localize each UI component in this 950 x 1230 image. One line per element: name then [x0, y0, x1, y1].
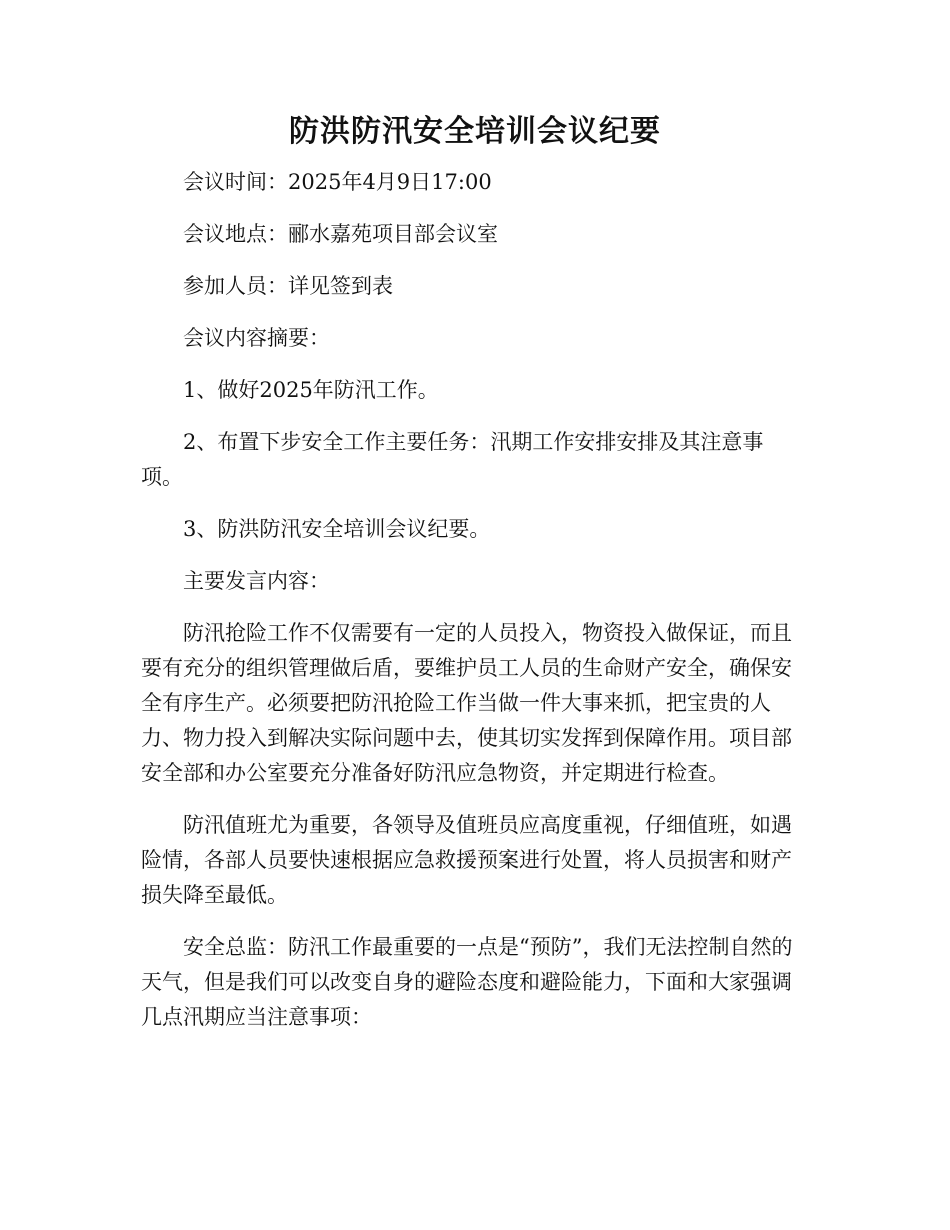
meeting-location: 会议地点：郦水嘉苑项目部会议室 [183, 222, 498, 246]
meeting-time: 会议时间：2025年4月9日17:00 [183, 170, 492, 194]
meeting-summary-heading: 会议内容摘要： [183, 326, 330, 350]
summary-item-3: 3、防洪防汛安全培训会议纪要。 [183, 517, 491, 541]
meeting-attendees: 参加人员：详见签到表 [183, 274, 393, 298]
document-body [141, 165, 793, 1052]
speech-paragraph-3: 安全总监：防汛工作最重要的一点是“预防”，我们无法控制自然的天气，但是我们可以改变自身的避险态度和避险能力，下面和大家强调几点汛期应当注意事项： [141, 935, 793, 1029]
summary-item-2: 2、布置下步安全工作主要任务：汛期工作安排安排及其注意事项。 [141, 430, 764, 489]
summary-item-1: 1、做好2025年防汛工作。 [183, 378, 439, 402]
main-speech-heading: 主要发言内容： [183, 569, 330, 593]
speech-paragraph-1: 防汛抢险工作不仅需要有一定的人员投入，物资投入做保证，而且要有充分的组织管理做后盾，要维护员工人员的生命财产安全，确保安全有序生产。必须要把防汛抢险工作当做一件大事来抓，把宝贵的人力、物力投入到解决实际问题中去，使其切实发挥到保障作用。项目部安全部和办公室要充分准备好防汛应急物资，并定期进行检查。 [141, 621, 792, 785]
document-title: 防洪防汛安全培训会议纪要 [289, 114, 661, 149]
speech-paragraph-2: 防汛值班尤为重要，各领导及值班员应高度重视，仔细值班，如遇险情，各部人员要快速根据应急救援预案进行处置，将人员损害和财产损失降至最低。 [141, 813, 792, 907]
